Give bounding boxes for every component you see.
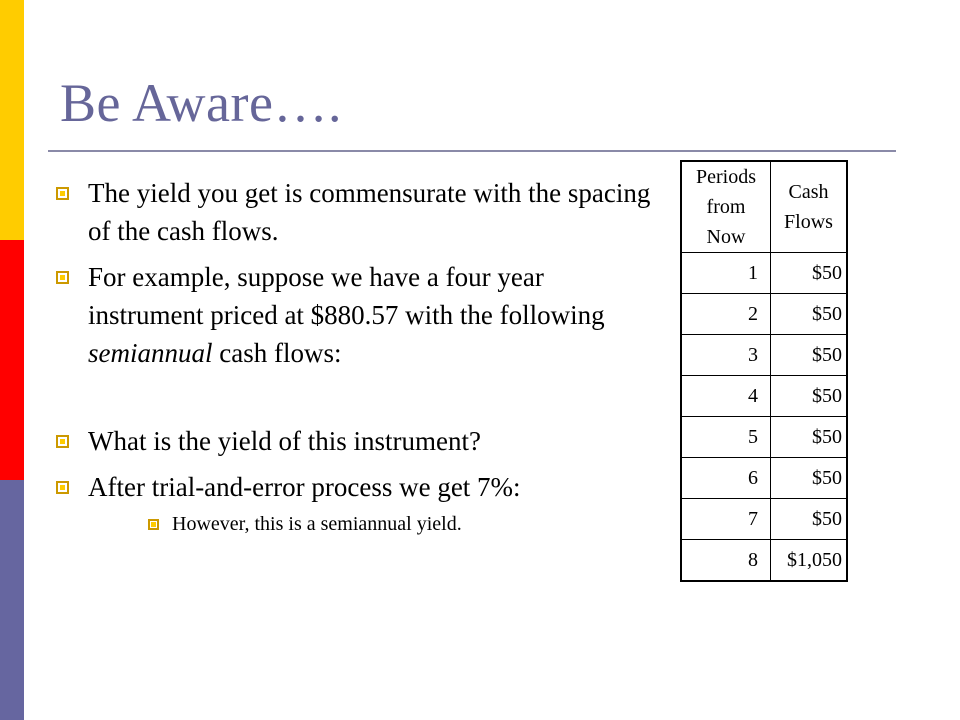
column-header-cash-flows: Cash Flows xyxy=(771,161,848,253)
period-cell: 6 xyxy=(681,458,771,499)
bullet-item xyxy=(52,468,662,506)
bullet-text: For example, suppose we have a four year instrument priced at $880.57 with the following xyxy=(88,262,605,330)
bullet-emphasis: semiannual xyxy=(88,338,213,368)
sub-bullet-square-icon xyxy=(148,519,159,530)
cash-flow-cell: $50 xyxy=(771,376,848,417)
cash-flow-table xyxy=(680,160,848,582)
side-bar-yellow xyxy=(0,0,24,240)
table-row xyxy=(681,499,847,540)
side-bar-red xyxy=(0,240,24,480)
cash-flow-cell: $50 xyxy=(771,499,848,540)
table-row xyxy=(681,294,847,335)
sub-bullet-item xyxy=(136,510,662,538)
period-cell: 5 xyxy=(681,417,771,458)
slide-title: Be Aware…. xyxy=(60,73,342,133)
table-row xyxy=(681,458,847,499)
cash-flow-cell: $50 xyxy=(771,417,848,458)
bullet-square-icon xyxy=(56,435,69,448)
cash-flow-cell: $50 xyxy=(771,253,848,294)
period-cell: 3 xyxy=(681,335,771,376)
bullet-text: The yield you get is commensurate with the spacing of the cash flows. xyxy=(88,178,651,246)
column-header-periods: Periods from Now xyxy=(681,161,771,253)
bullet-text-tail: cash flows: xyxy=(212,338,342,368)
bullet-square-icon xyxy=(56,271,69,284)
period-cell: 1 xyxy=(681,253,771,294)
table-row xyxy=(681,253,847,294)
bullet-list xyxy=(52,174,662,538)
bullet-item xyxy=(52,258,662,372)
table-row xyxy=(681,540,847,582)
period-cell: 7 xyxy=(681,499,771,540)
table-header-row xyxy=(681,161,847,253)
bullet-item xyxy=(52,174,662,250)
table-row xyxy=(681,417,847,458)
bullet-square-icon xyxy=(56,187,69,200)
sub-bullet-text: However, this is a semiannual yield. xyxy=(172,513,462,535)
bullet-text: What is the yield of this instrument? xyxy=(88,426,481,456)
title-divider xyxy=(48,150,896,152)
cash-flow-cell: $50 xyxy=(771,294,848,335)
table-row xyxy=(681,376,847,417)
bullet-text: After trial-and-error process we get 7%: xyxy=(88,472,521,502)
table-row xyxy=(681,335,847,376)
period-cell: 2 xyxy=(681,294,771,335)
period-cell: 8 xyxy=(681,540,771,582)
bullet-item xyxy=(52,422,662,460)
bullet-square-icon xyxy=(56,481,69,494)
cash-flow-cell: $50 xyxy=(771,458,848,499)
cash-flow-cell: $50 xyxy=(771,335,848,376)
period-cell: 4 xyxy=(681,376,771,417)
cash-flow-cell: $1,050 xyxy=(771,540,848,582)
side-bar-purple xyxy=(0,480,24,720)
